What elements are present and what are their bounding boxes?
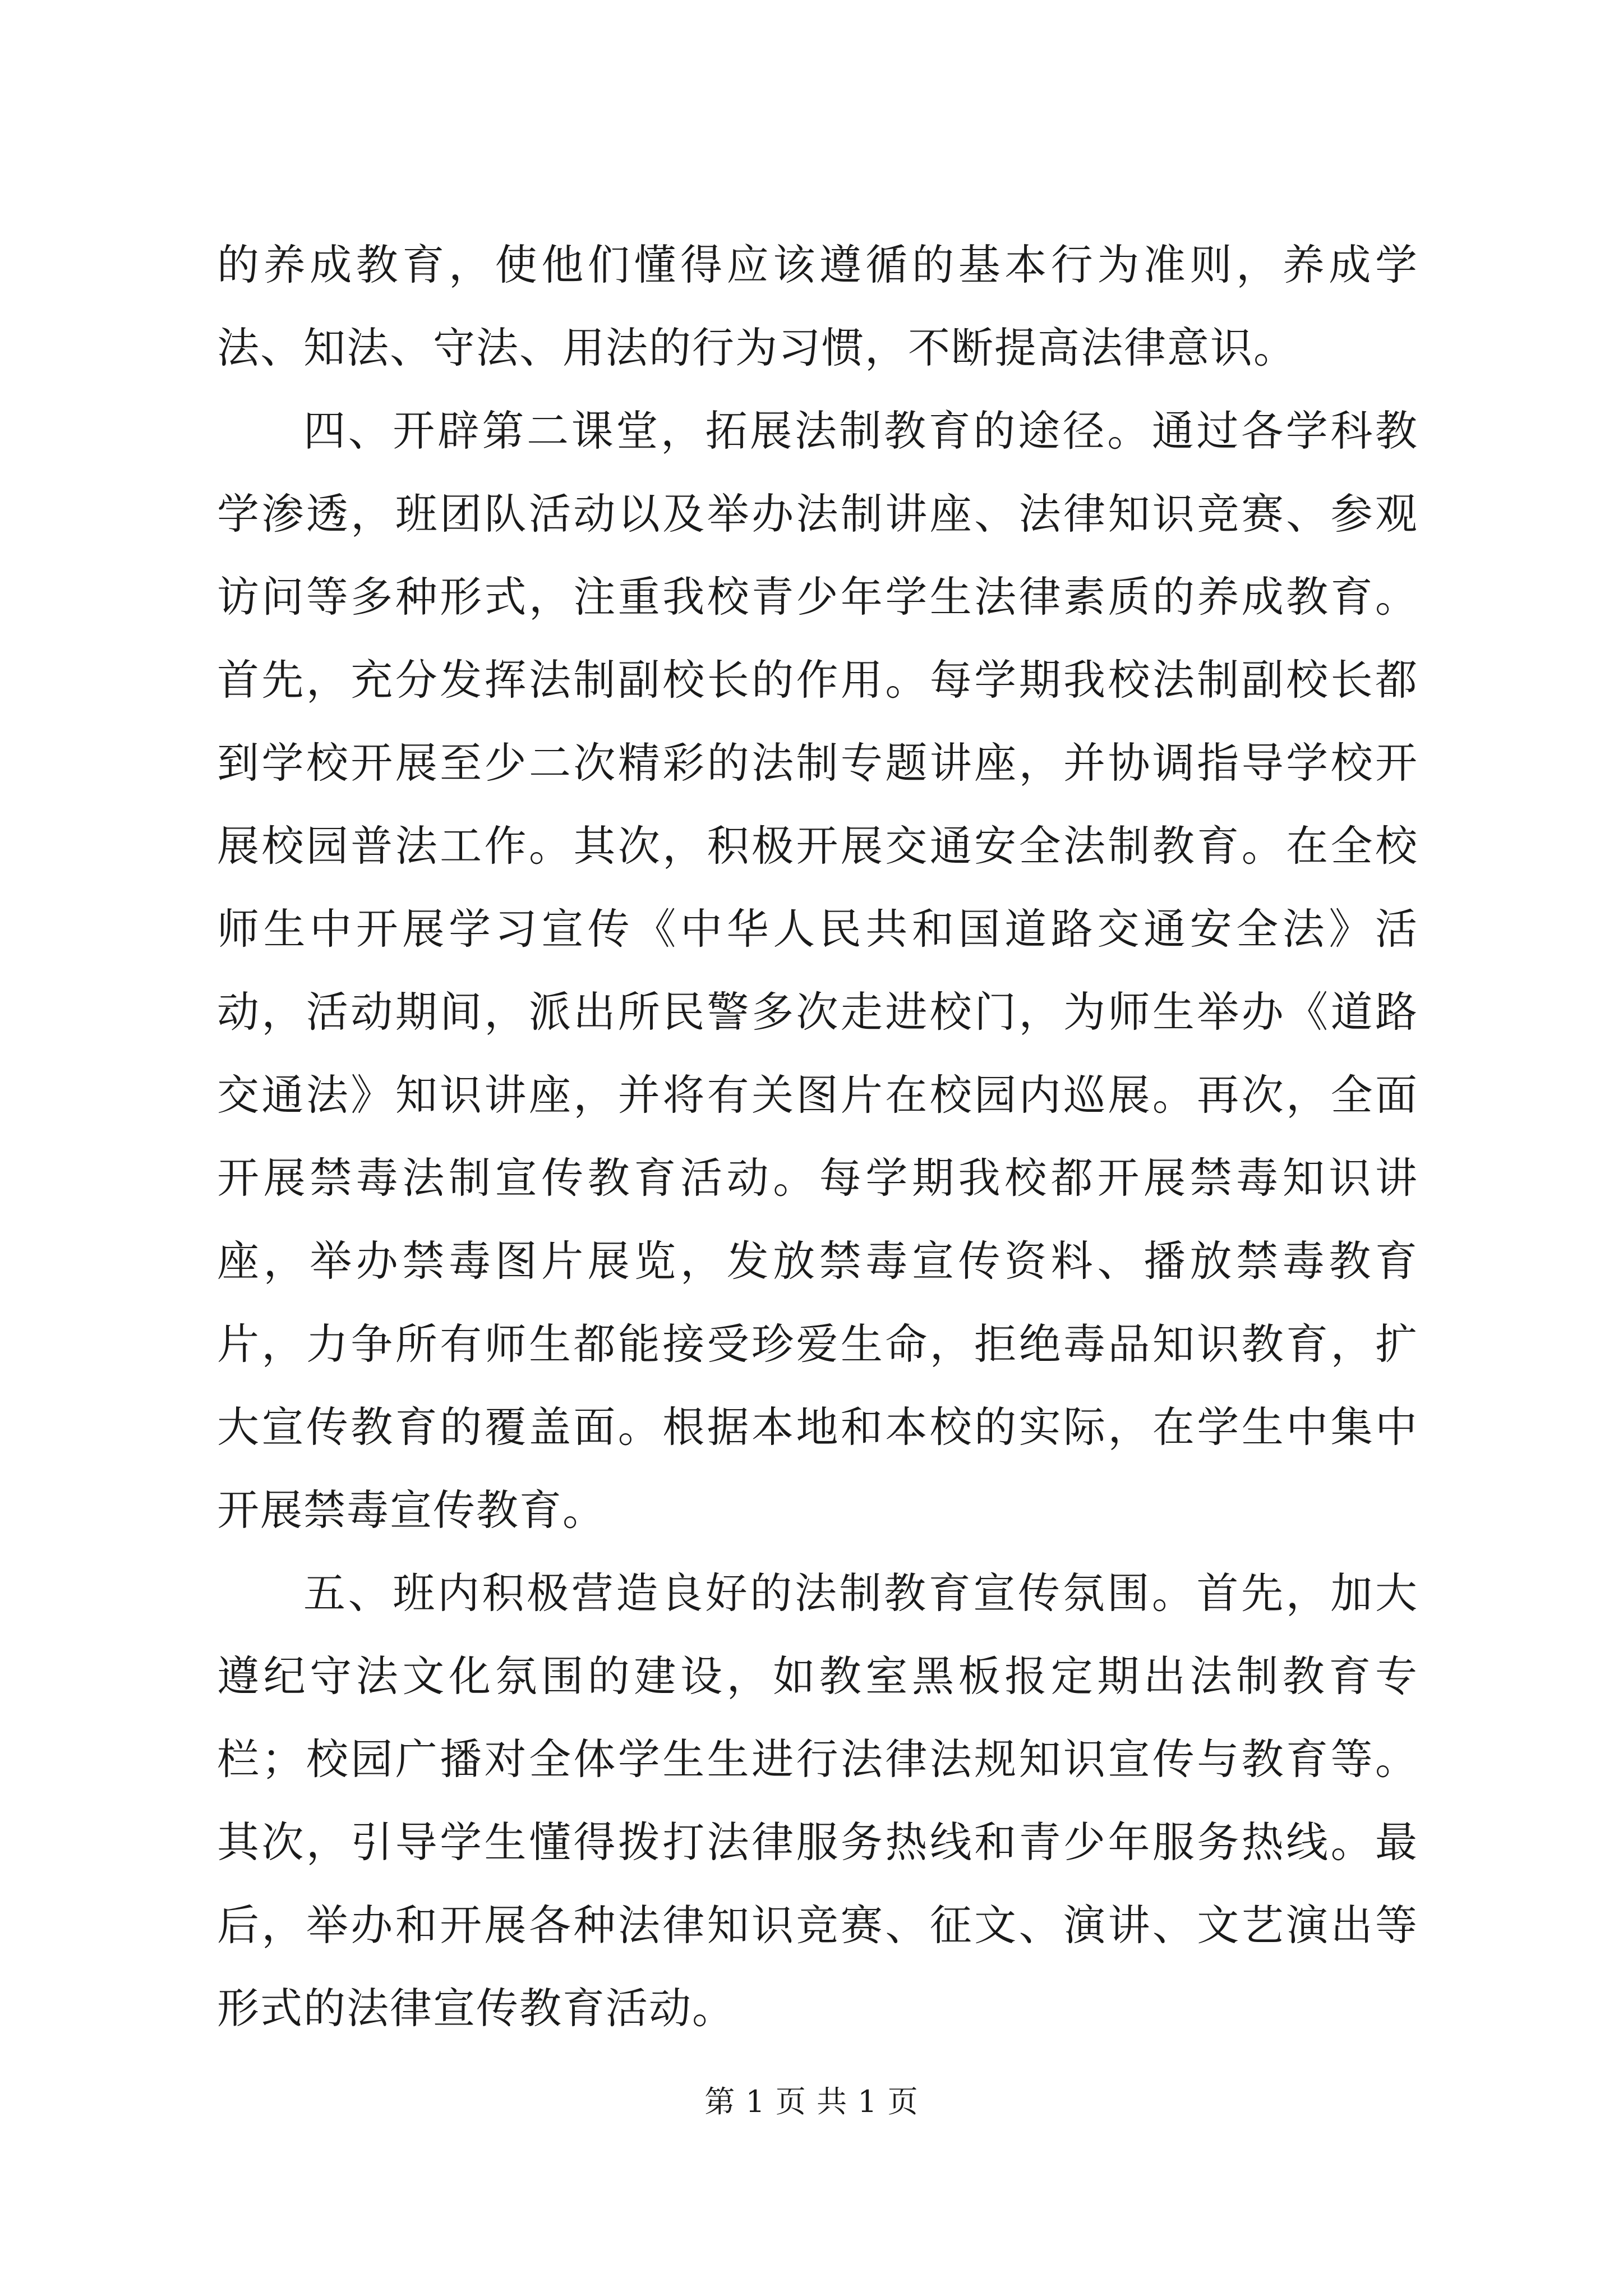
document-body bbox=[217, 223, 1418, 2050]
paragraph-3: 五、班内积极营造良好的法制教育宣传氛围。首先，加大遵纪守法文化氛围的建设，如教室黑板报定期出法制教育专栏；校园广播对全体学生生进行法律法规知识宣传与教育等。其次，引导学生懂得拨打法律服务热线和青少年服务热线。最后，举办和开展各种法律知识竞赛、征文、演讲、文艺演出等形式的法律宣传教育活动。 bbox=[217, 1568, 1418, 2033]
paragraph-2: 四、开辟第二课堂，拓展法制教育的途径。通过各学科教学渗透，班团队活动以及举办法制讲座、法律知识竞赛、参观访问等多种形式，注重我校青少年学生法律素质的养成教育。首先，充分发挥法制副校长的作用。每学期我校法制副校长都到学校开展至少二次精彩的法制专题讲座，并协调指导学校开展校园普法工作。其次，积极开展交通安全法制教育。在全校师生中开展学习宣传《中华人民共和国道路交通安全法》活动，活动期间，派出所民警多次走进校门，为师生举办《道路交通法》知识讲座，并将有关图片在校园内巡展。再次，全面开展禁毒法制宣传教育活动。每学期我校都开展禁毒知识讲座，举办禁毒图片展览，发放禁毒宣传资料、播放禁毒教育片，力争所有师生都能接受珍爱生命，拒绝毒品知识教育，扩大宣传教育的覆盖面。根据本地和本校的实际，在学生中集中开展禁毒宣传教育。 bbox=[217, 406, 1418, 1535]
paragraph-1: 的养成教育，使他们懂得应该遵循的基本行为准则，养成学法、知法、守法、用法的行为习惯，不断提高法律意识。 bbox=[217, 240, 1418, 372]
page-footer: 第 1 页 共 1 页 bbox=[704, 2084, 919, 2119]
